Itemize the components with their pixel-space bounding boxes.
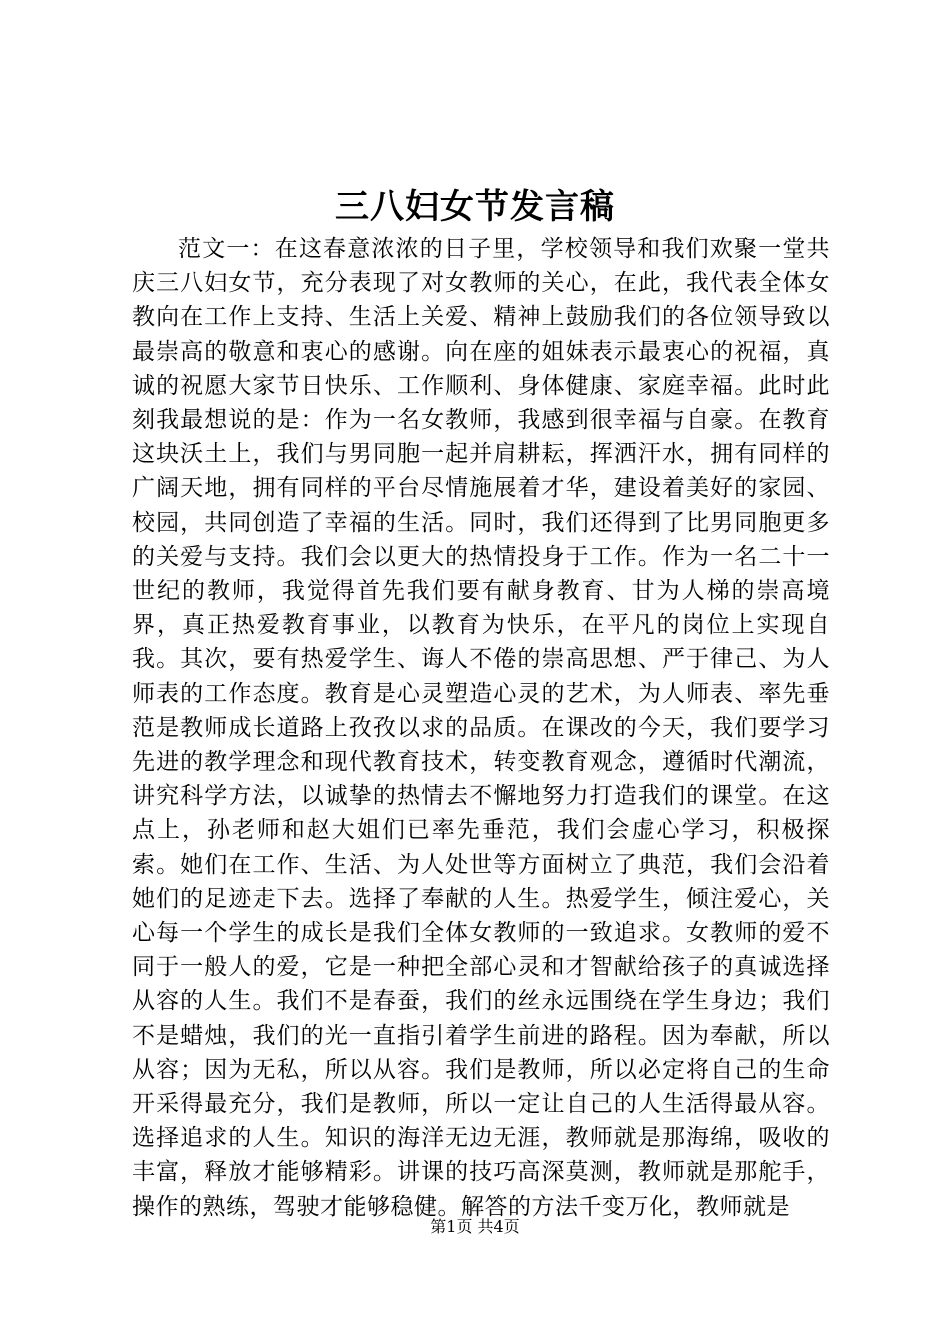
document-body-paragraph: 范文一：在这春意浓浓的日子里，学校领导和我们欢聚一堂共庆三八妇女节，充分表现了对女教师的关心，在此，我代表全体女教向在工作上支持、生活上关爱、精神上鼓励我们的各位领导致以最崇高的敬意和衷心的感谢。向在座的姐妹表示最衷心的祝福，真诚的祝愿大家节日快乐、工作顺利、身体健康、家庭幸福。此时此刻我最想说的是：作为一名女教师，我感到很幸福与自豪。在教育这块沃土上，我们与男同胞一起并肩耕耘，挥洒汗水，拥有同样的广阔天地，拥有同样的平台尽情施展着才华，建设着美好的家园、校园，共同创造了幸福的生活。同时，我们还得到了比男同胞更多的关爱与支持。我们会以更大的热情投身于工作。作为一名二十一世纪的教师，我觉得首先我们要有献身教育、甘为人梯的崇高境界，真正热爱教育事业，以教育为快乐，在平凡的岗位上实现自我。其次，要有热爱学生、诲人不倦的崇高思想、严于律己、为人师表的工作态度。教育是心灵塑造心灵的艺术，为人师表、率先垂范是教师成长道路上孜孜以求的品质。在课改的今天，我们要学习先进的教学理念和现代教育技术，转变教育观念，遵循时代潮流，讲究科学方法，以诚挚的热情去不懈地努力打造我们的课堂。在这点上，孙老师和赵大姐们已率先垂范，我们会虚心学习，积极探索。她们在工作、生活、为人处世等方面树立了典范，我们会沿着她们的足迹走下去。选择了奉献的人生。热爱学生，倾注爱心，关心每一个学生的成长是我们全体女教师的一致追求。女教师的爱不同于一般人的爱，它是一种把全部心灵和才智献给孩子的真诚选择从容的人生。我们不是春蚕，我们的丝永远围绕在学生身边；我们不是蜡烛，我们的光一直指引着学生前进的路程。因为奉献，所以从容；因为无私，所以从容。我们是教师，所以必定将自己的生命开采得最充分，我们是教师，所以一定让自己的人生活得最从容。选择追求的人生。知识的海洋无边无涯，教师就是那海绵，吸收的丰富，释放才能够精彩。讲课的技巧高深莫测，教师就是那舵手，操作的熟练，驾驶才能够稳健。解答的方法千变万化，教师就是 [132,236,830,1220]
page-footer: 第1页 共4页 [430,1217,520,1236]
document-title: 三八妇女节发言稿 [335,187,615,227]
